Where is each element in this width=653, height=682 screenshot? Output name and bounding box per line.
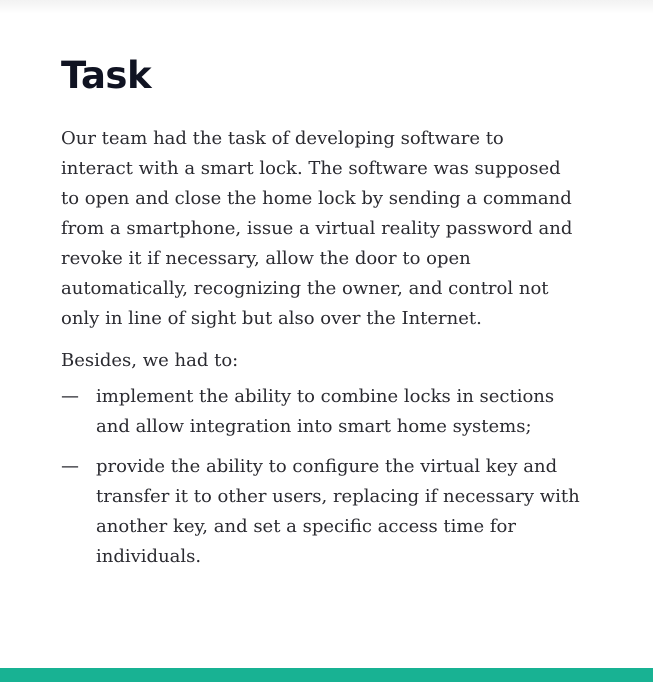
section-heading: Task bbox=[61, 54, 152, 97]
dash-bullet-icon: — bbox=[61, 386, 79, 407]
list-item bbox=[61, 382, 581, 442]
task-description: Our team had the task of developing software to interact with a smart lock. The software was supposed to open and close the home lock by sending a command from a smartphone, issue a virtual reality password and revoke it if necessary, allow the door to open automatically, recognizing the owner, and control not only in line of sight but also over the Internet. bbox=[61, 128, 573, 329]
top-shadow bbox=[0, 0, 653, 14]
requirements-intro: Besides, we had to: bbox=[61, 350, 239, 371]
requirements-list bbox=[61, 382, 581, 572]
list-item-text: implement the ability to combine locks in sections and allow integration into smart home systems; bbox=[96, 386, 555, 437]
list-item bbox=[61, 452, 581, 572]
accent-bar bbox=[0, 668, 653, 682]
task-section bbox=[61, 52, 581, 582]
list-item-text: provide the ability to configure the virtual key and transfer it to other users, replacing if necessary with another key, and set a specific access time for individuals. bbox=[96, 456, 580, 567]
dash-bullet-icon: — bbox=[61, 456, 79, 477]
